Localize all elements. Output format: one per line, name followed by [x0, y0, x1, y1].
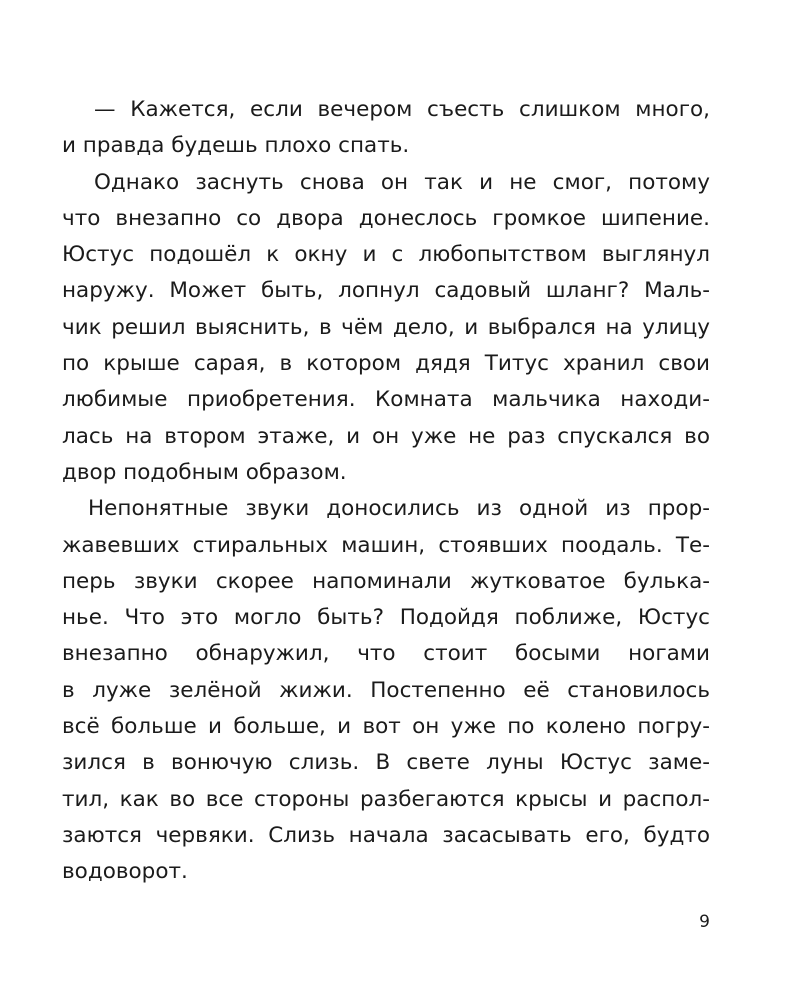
- body-text: [62, 92, 710, 891]
- text-line: и правда будешь плохо спать.: [62, 133, 410, 159]
- text-line: чик решил выяснить, в чём дело, и выбрался на улицу: [62, 314, 710, 340]
- text-line: Непонятные звуки доносились из одной из прор-: [88, 496, 710, 522]
- text-line: перь звуки скорее напоминали жутковатое булька-: [62, 568, 710, 594]
- text-line: заются червяки. Слизь начала засасывать его, будто: [62, 822, 710, 848]
- text-line: жавевших стиральных машин, стоявших поодаль. Те-: [62, 532, 710, 558]
- text-line: по крыше сарая, в котором дядя Титус хранил свои: [62, 351, 710, 377]
- text-line: водоворот.: [62, 859, 188, 885]
- text-line: внезапно обнаружил, что стоит босыми ногами: [62, 641, 710, 667]
- text-line: тил, как во все стороны разбегаются крысы и распол-: [62, 786, 710, 812]
- page-number: 9: [699, 912, 710, 932]
- text-line: — Кажется, если вечером съесть слишком много,: [94, 97, 710, 122]
- text-line: нье. Что это могло быть? Подойдя поближе, Юстус: [62, 605, 710, 631]
- text-line: любимые приобретения. Комната мальчика находи-: [62, 387, 710, 413]
- text-line: наружу. Может быть, лопнул садовый шланг? Маль-: [62, 278, 710, 304]
- text-line: лась на втором этаже, и он уже не раз спускался во: [62, 423, 710, 449]
- text-line: Однако заснуть снова он так и не смог, потому: [94, 169, 710, 195]
- text-line: зился в вонючую слизь. В свете луны Юстус заме-: [62, 750, 710, 776]
- text-line: всё больше и больше, и вот он уже по колено погру-: [62, 714, 710, 740]
- text-line: что внезапно со двора донеслось громкое шипение.: [62, 205, 710, 231]
- text-line: в луже зелёной жижи. Постепенно её становилось: [62, 677, 710, 703]
- text-line: Юстус подошёл к окну и с любопытством выглянул: [62, 242, 710, 268]
- text-line: двор подобным образом.: [62, 459, 347, 485]
